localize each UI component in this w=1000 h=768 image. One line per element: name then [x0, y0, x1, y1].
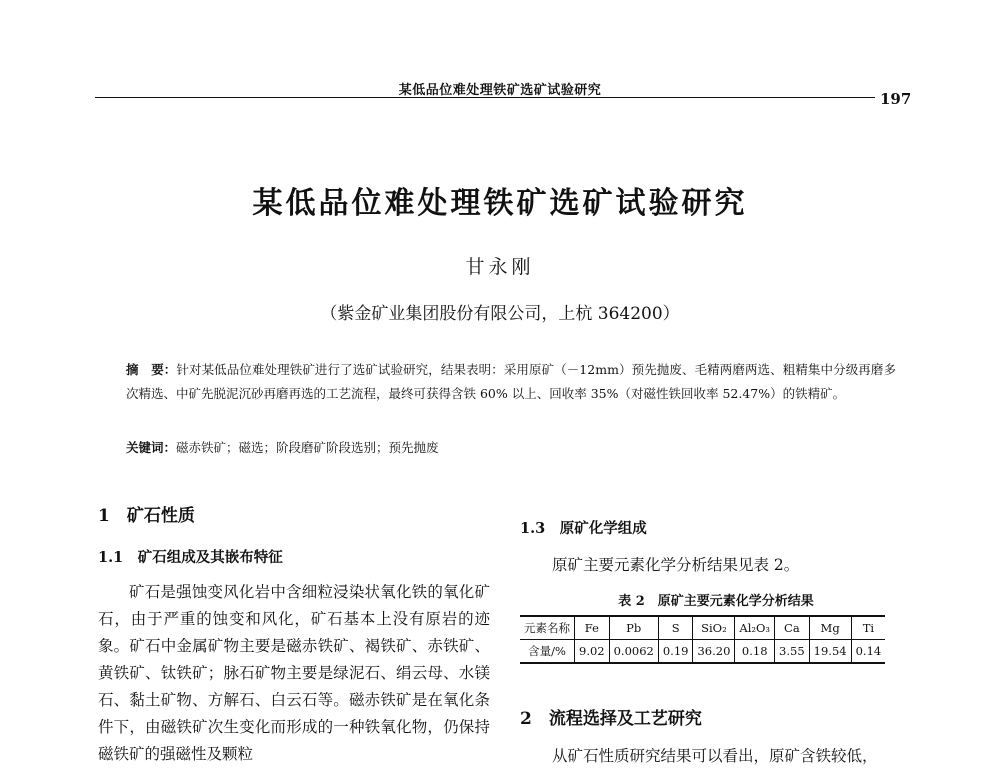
section-1-3-heading: 1.3 原矿化学组成 [520, 520, 647, 537]
table-row [520, 640, 885, 664]
keywords [126, 438, 896, 456]
table-header-cell: 元素名称 [520, 616, 575, 640]
affiliation: （紫金矿业集团股份有限公司，上杭 364200） [320, 304, 680, 324]
table-header-cell: Fe [575, 616, 610, 640]
author: 甘永刚 [465, 256, 535, 278]
header-rule [95, 97, 875, 98]
table-cell: 19.54 [809, 640, 851, 664]
table-cell: 9.02 [575, 640, 610, 664]
table-header-cell: Ca [775, 616, 810, 640]
table-header-cell: S [658, 616, 693, 640]
keywords-text: 磁赤铁矿；磁选；阶段磨矿阶段选别；预先抛废 [176, 440, 439, 455]
section-1-1-heading: 1.1 矿石组成及其嵌布特征 [98, 549, 283, 566]
table-cell: 0.0062 [609, 640, 658, 664]
table-header-row [520, 616, 885, 640]
page-number: 197 [880, 90, 912, 108]
running-head: 某低品位难处理铁矿选矿试验研究 [398, 83, 602, 98]
table-cell: 0.19 [658, 640, 693, 664]
table-cell: 0.18 [735, 640, 775, 664]
table-header-cell: SiO₂ [693, 616, 735, 640]
table-header-cell: Ti [851, 616, 885, 640]
abstract-label: 摘 要： [126, 362, 177, 377]
table-header-cell: Mg [809, 616, 851, 640]
table-header-cell: Pb [609, 616, 658, 640]
table-intro: 原矿主要元素化学分析结果见表 2。 [552, 556, 800, 574]
table-header-cell: Al₂O₃ [735, 616, 775, 640]
article-title: 某低品位难处理铁矿选矿试验研究 [252, 186, 748, 221]
table-cell: 3.55 [775, 640, 810, 664]
section-2-text: 从矿石性质研究结果可以看出，原矿含铁较低， [552, 747, 878, 765]
chem-table [520, 615, 885, 664]
section-1-1-paragraph: 矿石是强蚀变风化岩中含细粒浸染状氧化铁的氧化矿石，由于严重的蚀变和风化，矿石基本上没有原岩的迹象。矿石中金属矿物主要是磁赤铁矿、褐铁矿、赤铁矿、黄铁矿、钛铁矿；脉石矿物主要是绿泥石、绢云母、水镁石、黏土矿物、方解石、白云石等。磁赤铁矿是在氧化条件下，由磁铁矿次生变化而形成的一种铁氧化物，仍保持磁铁矿的强磁性及颗粒 [98, 583, 490, 763]
abstract [126, 358, 896, 406]
table-cell: 0.14 [851, 640, 885, 664]
section-1-heading: 1 矿石性质 [98, 506, 195, 526]
table-cell: 36.20 [693, 640, 735, 664]
table-row-label: 含量/% [520, 640, 575, 664]
keywords-label: 关键词： [126, 440, 177, 455]
table-caption: 表 2 原矿主要元素化学分析结果 [618, 594, 814, 609]
section-2-heading: 2 流程选择及工艺研究 [520, 709, 702, 729]
abstract-text: 针对某低品位难处理铁矿进行了选矿试验研究，结果表明：采用原矿（－12mm）预先抛废、毛精两磨两选、粗精集中分级再磨多次精选、中矿先脱泥沉砂再磨再选的工艺流程，最终可获得含铁 60% 以上、回收率 35%（对磁性铁回收率 52.47%）的铁精矿。 [126, 362, 896, 401]
chem-table-wrap [520, 615, 885, 664]
